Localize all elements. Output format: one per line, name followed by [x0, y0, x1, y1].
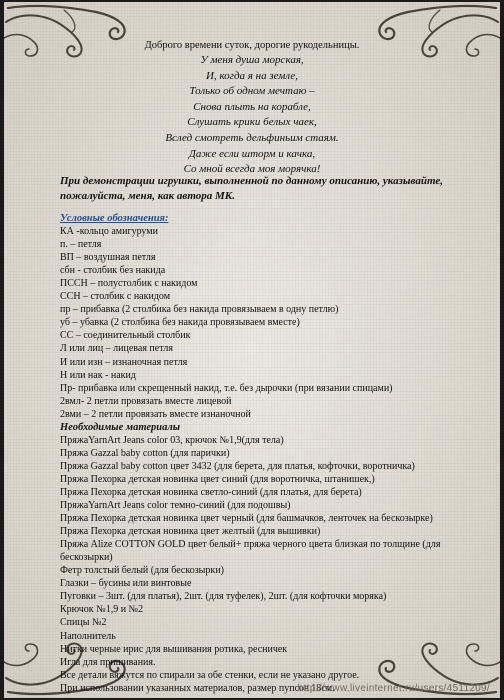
material-item: Все детали вяжутся по спирали за обе стенки, если не указано другое. — [60, 669, 360, 681]
material-item: При использовании указанных материалов, размер пупсов 18см. — [60, 682, 335, 694]
legend-item: Л или лиц – лицевая петля — [60, 343, 173, 355]
material-item: Пуговки – 3шт. (для платья), 2шт. (для туфелек), 2шт. (для кофточки моряка) — [60, 591, 387, 603]
legend-item: ПССН – полустолбик с накидом — [60, 278, 198, 290]
material-item: Наполнитель — [60, 630, 116, 642]
poem-line: Вслед смотреть дельфиньим стаям. — [165, 131, 339, 144]
material-item: ПряжаYarnArt Jeans color 03, крючок №1,9(для тела) — [60, 434, 284, 446]
legend-item: ССН – столбик с накидом — [60, 291, 171, 303]
material-item: Пряжа Пехорка детская новинка цвет черный (для башмачков, ленточек на бескозырке) — [60, 513, 433, 525]
legend-item: уб – убавка (2 столбика без накида провязываем вместе) — [60, 317, 300, 329]
material-item: Пряжа Alize COTTON GOLD цвет белый+ пряжа черного цвета близкая по толщине (для бескозырки) — [60, 539, 441, 564]
legend-item: 2вмл- 2 петли провязать вместе лицевой — [60, 395, 232, 407]
poem-line: Только об одном мечтаю – — [189, 85, 315, 98]
author-notice: При демонстрации игрушки, выполненной по данному описанию, указывайте, пожалуйста, меня, как автора МК. — [60, 175, 444, 202]
material-item: Пряжа Gazzal baby cotton цвет 3432 (для берета, для платья, кофточки, воротничка) — [60, 460, 415, 472]
document-page — [4, 2, 500, 698]
material-item: Спицы №2 — [60, 617, 107, 629]
legend-item: Пр- прибавка или скрещенный накид, т.е. без дырочки (при вязании спицами) — [60, 382, 393, 394]
material-item: Игла для пришивания. — [60, 656, 156, 668]
legend-item: Н или нак - накид — [60, 369, 136, 381]
legend-item: 2вми – 2 петли провязать вместе изнаночной — [60, 408, 251, 420]
material-item: Фетр толстый белый (для бескозырки) — [60, 565, 224, 577]
poem-line: И, когда я на земле, — [206, 69, 298, 82]
poem — [4, 53, 500, 178]
legend-item: И или изн – изнаночная петля — [60, 356, 188, 368]
legend-item: СС – соединительный столбик — [60, 330, 191, 342]
poem-line: Даже если шторм и качка, — [188, 147, 316, 160]
poem-line: У меня душа морская, — [200, 54, 304, 66]
greeting-text: Доброго времени суток, дорогие рукодельницы. — [144, 40, 360, 51]
legend-item: сбн - столбик без накида — [60, 265, 166, 277]
legend-heading: Условные обозначения: — [60, 213, 169, 224]
material-item: Пряжа Пехорка детская новинка светло-синий (для платья, для берета) — [60, 486, 362, 498]
poem-line: Снова плыть на корабле, — [193, 100, 311, 113]
poem-line: Слушать крики белых чаек, — [187, 116, 317, 129]
legend-item: пр – прибавка (2 столбика без накида провязываем в одну петлю) — [60, 304, 339, 316]
source-watermark: http://www.liveinternet.ru/users/4511209/ — [297, 683, 490, 694]
poem-line: Со мной всегда моя морячка! — [183, 163, 321, 176]
instructions-body — [60, 212, 470, 695]
material-item: Пряжа Пехорка детская новинка цвет синий (для воротничка, штанишек,) — [60, 473, 375, 485]
legend-item: КА -кольцо амигуруми — [60, 226, 158, 238]
material-item: Пряжа Пехорка детская новинка цвет желтый (для вышивки) — [60, 526, 321, 538]
material-item: Глазки – бусины или винтовые — [60, 578, 192, 590]
material-item: Крючок №1,9 и №2 — [60, 604, 144, 616]
material-item: Пряжа Gazzal baby cotton (для парички) — [60, 447, 230, 459]
legend-item: п. – петля — [60, 239, 102, 251]
materials-heading: Необходимые материалы — [60, 421, 181, 433]
material-item: Нитки черные ирис для вышивания ротика, ресничек — [60, 643, 288, 655]
legend-item: ВП – воздушная петля — [60, 252, 156, 264]
material-item: ПряжаYarnArt Jeans color темно-синий (для подошвы) — [60, 500, 291, 512]
